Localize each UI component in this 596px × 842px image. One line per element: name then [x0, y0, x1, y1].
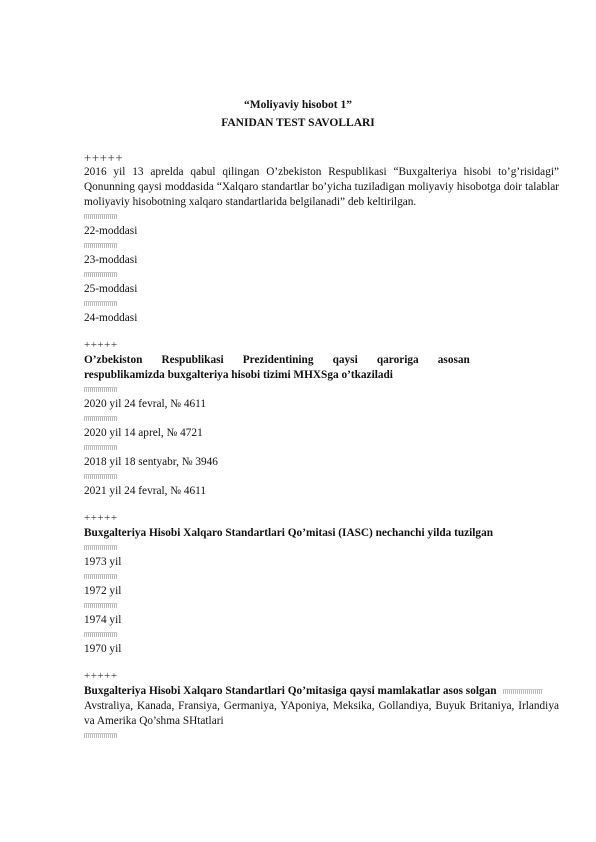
document-subtitle: FANIDAN TEST SAVOLLARI — [221, 117, 375, 129]
option-separator — [84, 603, 117, 608]
question-word: O’zbekiston — [84, 354, 143, 366]
question-block-1 — [84, 150, 559, 326]
answer-option: 2020 yil 24 fevral, № 4611 — [84, 398, 207, 410]
answer-option: Avstraliya, Kanada, Fransiya, Germaniya, YAponiya, Meksika, Gollandiya, Buyuk Britaniya, Irlandiya va Amerika Qo’shma SHtatlari — [84, 700, 559, 727]
question-word: asosan — [437, 354, 470, 366]
option-separator — [84, 545, 117, 550]
question-text-line2: respublikamizda buxgalteriya hisobi tizimi MHXSga o’tkaziladi — [84, 369, 393, 381]
question-marker: +++++ — [84, 512, 118, 524]
answer-option: 1974 yil — [84, 614, 122, 626]
answer-option: 25-moddasi — [84, 283, 138, 295]
document-title: “Moliyaviy hisobot 1” — [244, 99, 352, 111]
option-separator — [84, 272, 117, 277]
option-separator — [84, 416, 117, 421]
question-marker: +++++ — [84, 339, 118, 351]
question-block-3 — [84, 511, 559, 657]
answer-option: 2021 yil 24 fevral, № 4611 — [84, 485, 207, 497]
answer-option: 22-moddasi — [84, 225, 138, 237]
option-separator — [84, 474, 117, 479]
question-word: Respublikasi — [161, 354, 224, 366]
question-word: qaysi — [332, 354, 358, 366]
question-word: qaroriga — [376, 354, 419, 366]
option-separator — [503, 689, 543, 694]
question-word: Prezidentining — [242, 354, 314, 366]
option-separator — [84, 632, 117, 637]
question-marker: +++++ — [84, 150, 124, 165]
option-separator — [84, 574, 117, 579]
question-list — [84, 150, 559, 743]
option-separator — [84, 733, 117, 738]
question-marker: +++++ — [84, 670, 118, 682]
answer-option: 1970 yil — [84, 643, 122, 655]
question-text: 2016 yil 13 aprelda qabul qilingan O’zbekiston Respublikasi “Buxgalteriya hisobi to’g’risidagi” Qonunning qaysi moddasida “Xalqaro standartlar bo’yicha tuziladigan moliyaviy hisobotga doir talablar moliyaviy hisobotning xalqaro standartlarida belgilanadi” deb keltirilgan. — [84, 166, 559, 208]
answer-option: 2018 yil 18 sentyabr, № 3946 — [84, 456, 218, 468]
option-separator — [84, 214, 117, 219]
option-separator — [84, 301, 117, 306]
option-separator — [84, 387, 117, 392]
question-text-line1 — [84, 353, 559, 368]
question-block-4 — [84, 669, 559, 738]
question-text: Buxgalteriya Hisobi Xalqaro Standartlari Qo’mitasiga qaysi mamlakatlar asos solgan — [84, 685, 497, 697]
question-text: Buxgalteriya Hisobi Xalqaro Standartlari Qo’mitasi (IASC) nechanchi yilda tuzilgan — [84, 527, 494, 539]
answer-option: 24-moddasi — [84, 312, 138, 324]
answer-option: 1972 yil — [84, 585, 122, 597]
answer-option: 2020 yil 14 aprel, № 4721 — [84, 427, 203, 439]
question-text-wrap — [84, 684, 559, 699]
answer-option: 1973 yil — [84, 556, 122, 568]
option-separator — [84, 445, 117, 450]
answer-option: 23-moddasi — [84, 254, 138, 266]
question-block-2 — [84, 338, 559, 499]
option-separator — [84, 243, 117, 248]
